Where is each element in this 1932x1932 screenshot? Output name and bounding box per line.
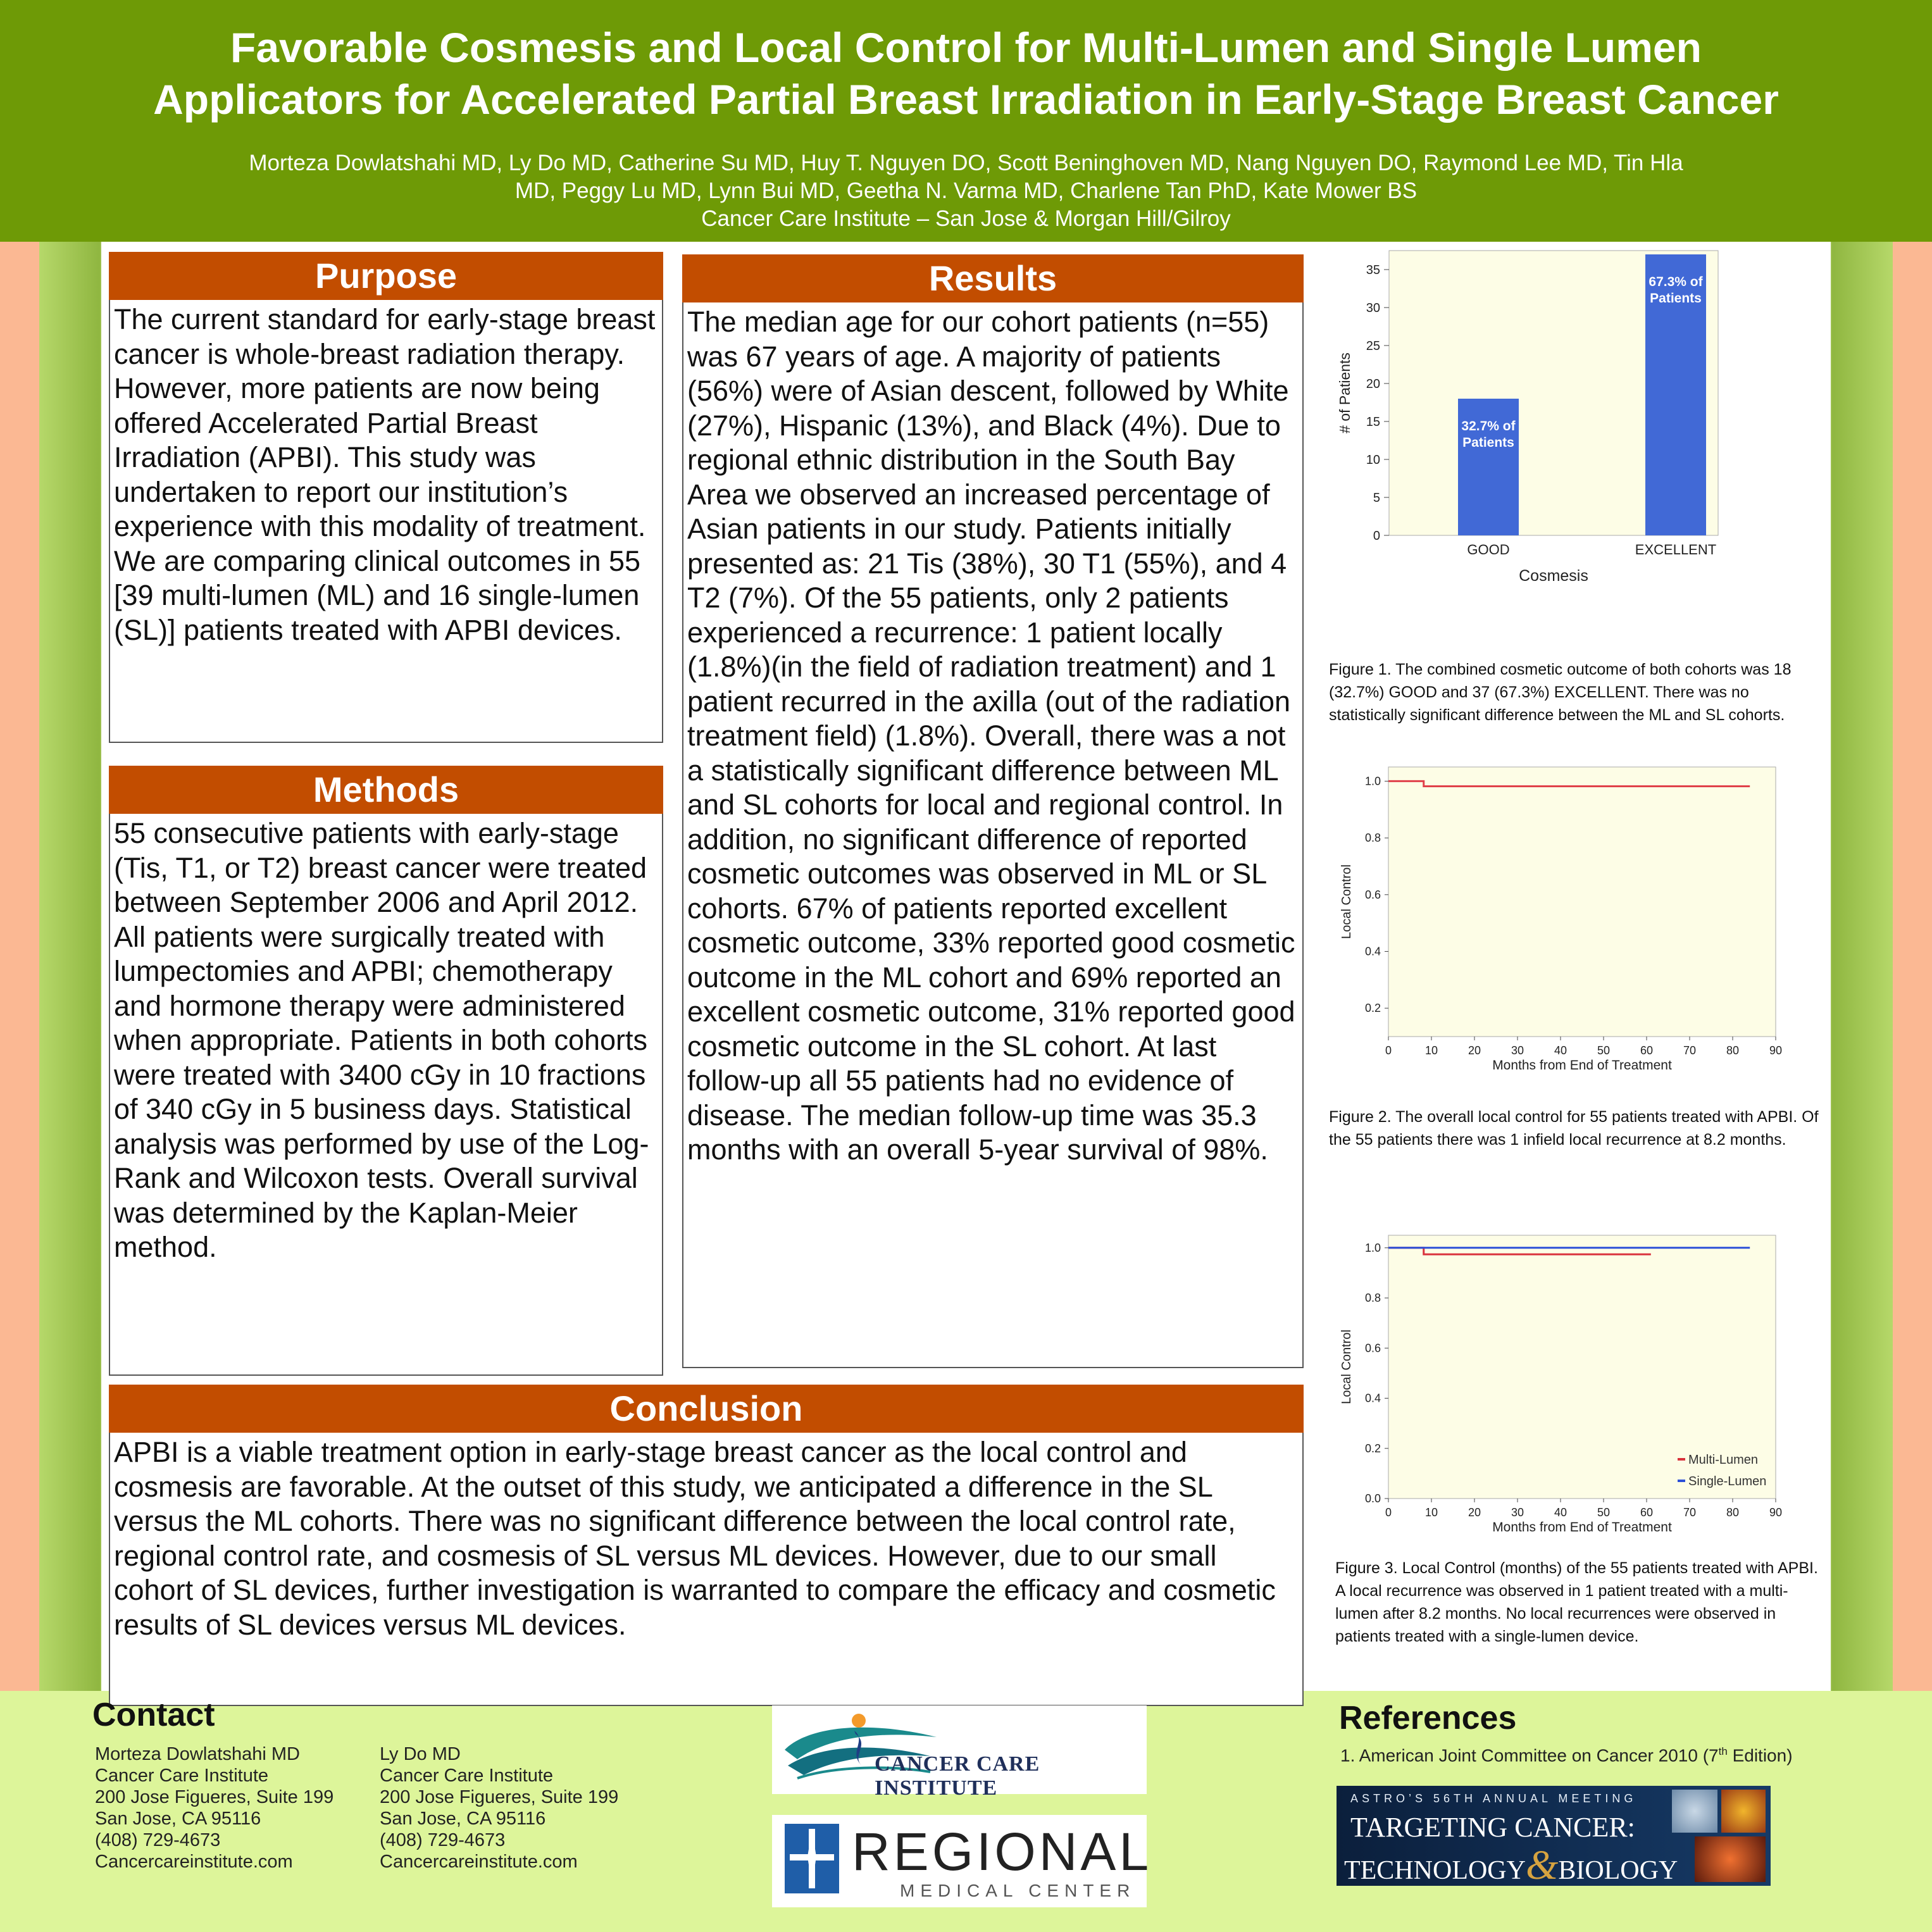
plot-area — [1388, 767, 1776, 1037]
references-title: References — [1339, 1700, 1517, 1736]
data-label: Patients — [1650, 291, 1702, 306]
methods-section — [109, 766, 663, 1376]
y-tick-label: 0.4 — [1364, 1392, 1381, 1405]
legend-label: Multi-Lumen — [1688, 1453, 1759, 1467]
contact-line: (408) 729-4673 — [95, 1830, 221, 1850]
x-tick-label: GOOD — [1467, 542, 1510, 558]
contact-line: Cancer Care Institute — [380, 1766, 554, 1786]
authors-line-2: MD, Peggy Lu MD, Lynn Bui MD, Geetha N. Varma MD, Charlene Tan PhD, Kate Mower BS — [514, 178, 1418, 203]
purpose-body: The current standard for early-stage breast cancer is whole-breast radiation therapy. However, more patients are now being offered Accelerated Partial Breast Irradiation (APBI). This study was undertaken to report our institution’s experience with this modality of treatment. We are comparing clinical outcomes in 55 [39 multi-lumen (ML) and 16 single-lumen (SL)] patients treated with APBI devices. — [109, 300, 663, 743]
x-tick-label: 50 — [1597, 1506, 1611, 1519]
figure-2-line-chart — [1323, 759, 1816, 1082]
regional-cross-icon — [785, 1824, 839, 1893]
x-tick-label: 80 — [1726, 1506, 1740, 1519]
contact-website[interactable]: Cancercareinstitute.com — [95, 1852, 293, 1872]
y-axis-label: Local Control — [1340, 1330, 1354, 1404]
y-tick-label: 0.8 — [1364, 1292, 1381, 1305]
results-body: The median age for our cohort patients (n=55) was 67 years of age. A majority of patients (56%) were of Asian descent, followed by White (27%), Hispanic (13%), and Black (4%). Due to regional ethnic distribution in the South Bay Area we observed an increased percentage of Asian patients in our study. Patients initially presented as: 21 Tis (38%), 30 T1 (55%), and 4 T2 (7%). Of the 55 patients, only 2 patients experienced a recurrence: 1 patient locally (1.8%)(in the field of radiation treatment) and 1 patient recurred in the axilla (out of the radiation treatment field) (1.8%). Overall, there was a not a statistically significant difference between ML and SL cohorts for local and regional control. In addition, no significant difference of reported cosmetic outcomes was observed in ML or SL cohorts. 67% of patients reported excellent cosmetic outcome, 33% reported good cosmetic outcome in the ML cohort and 69% reported an excellent cosmetic outcome, 31% reported good cosmetic outcome in the SL cohort. At last follow-up all 55 patients had no evidence of disease. The median follow-up time was 35.3 months with an overall 5-year survival of 98%. — [682, 302, 1304, 1368]
conclusion-title: Conclusion — [109, 1385, 1304, 1433]
x-axis-label: Cosmesis — [1519, 567, 1588, 585]
reference-text-end: Edition) — [1727, 1745, 1793, 1766]
title-line-1: Favorable Cosmesis and Local Control for Multi-Lumen and Single Lumen — [230, 24, 1702, 71]
contact-line: 200 Jose Figueres, Suite 199 — [380, 1787, 619, 1807]
y-tick-label: 0.2 — [1364, 1002, 1381, 1015]
regional-logo-subtext: MEDICAL CENTER — [900, 1881, 1136, 1900]
x-tick-label: 70 — [1683, 1044, 1697, 1057]
legend-label: Single-Lumen — [1688, 1474, 1767, 1488]
y-tick-label: 25 — [1366, 339, 1380, 353]
regional-medical-center-logo — [772, 1815, 1152, 1907]
purpose-title: Purpose — [109, 252, 663, 300]
y-tick-label: 15 — [1366, 415, 1380, 429]
y-axis-label: Local Control — [1340, 864, 1354, 939]
reference-text: 1. American Joint Committee on Cancer 2010 (7 — [1340, 1745, 1719, 1766]
methods-body: 55 consecutive patients with early-stage (Tis, T1, or T2) breast cancer were treated between September 2006 and April 2012. All patients were surgically treated with lumpectomies and APBI; chemotherapy and hormone therapy were administered when appropriate. Patients in both cohorts were treated with 3400 cGy in 10 fractions of 340 cGy in 5 business days. Statistical analysis was performed by use of the Log-Rank and Wilcoxon tests. Overall survival was determined by the Kaplan-Meier method. — [109, 814, 663, 1376]
contact-line: San Jose, CA 95116 — [95, 1809, 261, 1829]
x-tick-label: 30 — [1511, 1506, 1524, 1519]
y-tick-label: 0.4 — [1364, 945, 1381, 958]
y-tick-label: 10 — [1366, 453, 1380, 467]
reference-item-1 — [1340, 1745, 1793, 1766]
cci-logo-text: CANCER CARE INSTITUTE — [875, 1752, 1040, 1800]
authors — [127, 149, 1805, 233]
x-tick-label: 90 — [1769, 1044, 1783, 1057]
x-tick-label: 60 — [1640, 1044, 1654, 1057]
x-tick-label: 40 — [1554, 1506, 1567, 1519]
left-frame — [39, 242, 100, 1691]
x-axis-label: Months from End of Treatment — [1492, 1520, 1672, 1535]
data-label: 67.3% of — [1648, 275, 1703, 289]
results-title: Results — [682, 254, 1304, 302]
astro-technology: TECHNOLOGY — [1344, 1856, 1526, 1885]
figure-3-caption: Figure 3. Local Control (months) of the 55 patients treated with APBI. A local recurrence was observed in 1 patient treated with a multi-lumen after 8.2 months. No local recurrences were observed in patients treated with a single-lumen device. — [1335, 1559, 1818, 1645]
astro-biology: BIOLOGY — [1558, 1856, 1678, 1885]
x-tick-label: 40 — [1554, 1044, 1567, 1057]
contact-line: 200 Jose Figueres, Suite 199 — [95, 1787, 334, 1807]
purpose-section — [109, 252, 663, 743]
y-tick-label: 30 — [1366, 301, 1380, 315]
x-tick-label: 10 — [1424, 1044, 1438, 1057]
contact-person-1 — [95, 1743, 373, 1873]
y-tick-label: 35 — [1366, 263, 1380, 277]
x-tick-label: 80 — [1726, 1044, 1740, 1057]
figure-3-line-chart — [1323, 1228, 1816, 1538]
data-label: 32.7% of — [1461, 419, 1516, 433]
x-tick-label: 60 — [1640, 1506, 1654, 1519]
y-tick-label: 0.2 — [1364, 1442, 1381, 1455]
contact-line: Cancer Care Institute — [95, 1766, 269, 1786]
x-tick-label: 0 — [1385, 1044, 1392, 1057]
x-tick-label: 10 — [1424, 1506, 1438, 1519]
contact-line: (408) 729-4673 — [380, 1830, 506, 1850]
x-tick-label: 50 — [1597, 1044, 1611, 1057]
figure-1-bar-chart — [1323, 248, 1816, 659]
x-tick-label: 90 — [1769, 1506, 1783, 1519]
astro-photo-cells — [1721, 1790, 1766, 1833]
y-tick-label: 0 — [1373, 529, 1380, 543]
contact-line: San Jose, CA 95116 — [380, 1809, 546, 1829]
y-axis-label: # of Patients — [1337, 352, 1353, 433]
authors-line-1: Morteza Dowlatshahi MD, Ly Do MD, Catherine Su MD, Huy T. Nguyen DO, Scott Beninghoven MD, Nang Nguyen DO, Raymond Lee MD, Tin Hla — [249, 151, 1683, 175]
title-line-2: Applicators for Accelerated Partial Breast Irradiation in Early-Stage Breast Cancer — [153, 76, 1779, 123]
y-tick-label: 0.6 — [1364, 888, 1381, 901]
contact-website[interactable]: Cancercareinstitute.com — [380, 1852, 578, 1872]
x-tick-label: 70 — [1683, 1506, 1697, 1519]
cancer-care-institute-logo — [772, 1705, 1147, 1800]
figure-1-caption: Figure 1. The combined cosmetic outcome of both cohorts was 18 (32.7%) GOOD and 37 (67.3%) EXCELLENT. There was no statistically significant difference between the ML and SL cohorts. — [1329, 661, 1792, 724]
reference-superscript: th — [1718, 1745, 1728, 1757]
astro-line-1: ASTRO’S 56TH ANNUAL MEETING — [1350, 1792, 1637, 1805]
y-tick-label: 1.0 — [1364, 775, 1381, 788]
poster-title — [25, 22, 1907, 125]
x-tick-label: 0 — [1385, 1506, 1392, 1519]
x-tick-label: 20 — [1468, 1044, 1481, 1057]
conclusion-section — [109, 1385, 1304, 1706]
astro-line-2: TARGETING CANCER: — [1350, 1812, 1635, 1843]
y-tick-label: 0.0 — [1364, 1492, 1381, 1505]
regional-logo-text: REGIONAL — [852, 1822, 1152, 1881]
y-tick-label: 20 — [1366, 377, 1380, 391]
right-margin — [1893, 242, 1932, 1691]
conclusion-body: APBI is a viable treatment option in early-stage breast cancer as the local control and cosmesis are favorable. At the outset of this study, we anticipated a difference in the SL versus the ML cohorts. There was no significant difference between the local control rate, regional control rate, and cosmesis of SL versus ML devices. However, due to our small cohort of SL devices, further investigation is warranted to compare the efficacy and cosmetic results of SL devices versus ML devices. — [109, 1433, 1304, 1706]
astro-line-3 — [1344, 1842, 1678, 1886]
astro-photo-doctors — [1672, 1790, 1717, 1833]
astro-meeting-banner — [1337, 1786, 1771, 1886]
figure-2-caption: Figure 2. The overall local control for 55 patients treated with APBI. Of the 55 patients there was 1 infield local recurrence at 8.2 months. — [1329, 1108, 1819, 1149]
affiliation: Cancer Care Institute – San Jose & Morgan Hill/Gilroy — [701, 206, 1231, 231]
y-tick-label: 0.8 — [1364, 832, 1381, 845]
x-tick-label: 20 — [1468, 1506, 1481, 1519]
results-section — [682, 254, 1304, 1368]
contact-line: Morteza Dowlatshahi MD — [95, 1744, 300, 1764]
y-tick-label: 1.0 — [1364, 1241, 1381, 1254]
astro-ampersand: & — [1525, 1842, 1559, 1886]
x-axis-label: Months from End of Treatment — [1492, 1058, 1672, 1073]
contact-person-2 — [380, 1743, 658, 1873]
astro-photo-biology — [1695, 1836, 1766, 1882]
y-tick-label: 0.6 — [1364, 1342, 1381, 1355]
contact-title: Contact — [92, 1697, 215, 1733]
x-tick-label: 30 — [1511, 1044, 1524, 1057]
data-label: Patients — [1462, 435, 1514, 450]
x-tick-label: EXCELLENT — [1635, 542, 1717, 558]
y-tick-label: 5 — [1373, 491, 1380, 505]
contact-line: Ly Do MD — [380, 1744, 461, 1764]
methods-title: Methods — [109, 766, 663, 814]
right-frame — [1832, 242, 1893, 1691]
left-margin — [0, 242, 39, 1691]
